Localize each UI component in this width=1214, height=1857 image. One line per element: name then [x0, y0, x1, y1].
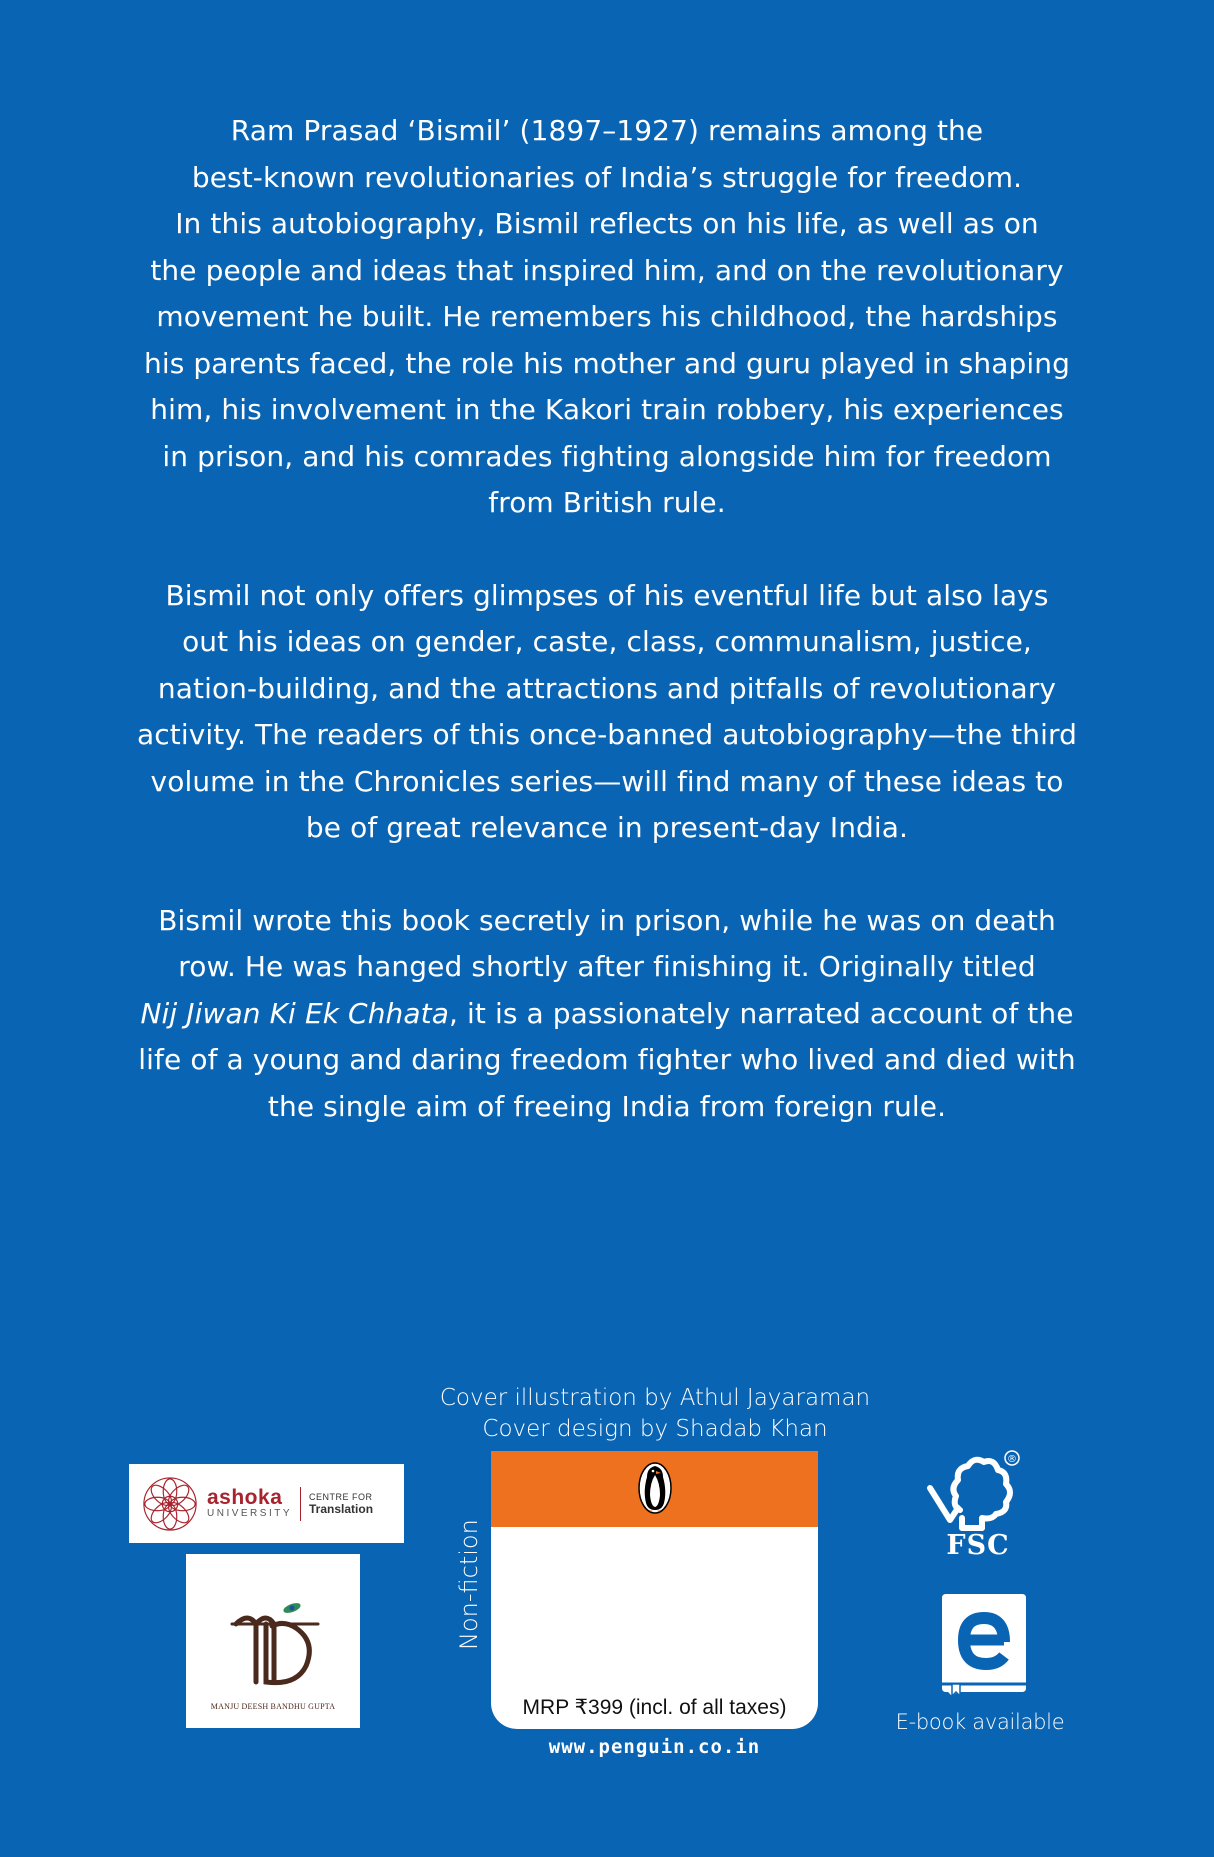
blurb-paragraph-3: Bismil wrote this book secretly in prison, while he was on death row. He was hanged shortly after finishing it. Originally titled Nij Jiwan Ki Ek Chhata, it is a passionately narrated account of the life of a young and daring freedom fighter who lived and died with the single aim of freeing India from foreign rule.	[110, 898, 1104, 1131]
penguin-orange-band	[491, 1451, 818, 1527]
md-monogram-logo-icon	[226, 1594, 326, 1694]
publisher-website: www.penguin.co.in	[548, 1736, 761, 1758]
ashoka-wordmark: ashoka UNIVERSITY	[207, 1486, 293, 1519]
ebook-icon	[936, 1592, 1028, 1696]
blurb-paragraph-2: Bismil not only offers glimpses of his eventful life but also lays out his ideas on gender, caste, class, communalism, justice, nation-building, and the attractions and pitfalls of revolutionary activity. The readers of this once-banned autobiography—the third volume in the Chronicles series—will find many of these ideas to be of great relevance in present-day India.	[137, 578, 1077, 844]
design-credit: Cover design by Shadab Khan	[482, 1416, 828, 1442]
fsc-label: FSC	[946, 1530, 1010, 1561]
illustration-credit: Cover illustration by Athul Jayaraman	[439, 1385, 871, 1411]
back-cover-blurb	[110, 108, 1104, 1176]
blurb-paragraph-1: Ram Prasad ‘Bismil’ (1897–1927) remains among the best-known revolutionaries of India’s struggle for freedom. In this autobiography, Bismil reflects on his life, as well as on the people and ideas that inspired him, and on the revolutionary movement he built. He remembers his childhood, the hardships his parents faced, the role his mother and guru played in shaping him, his involvement in the Kakori train robbery, his experiences in prison, and his comrades fighting alongside him for freedom from British rule.	[144, 114, 1070, 519]
penguin-price-panel	[491, 1451, 818, 1729]
mdbg-caption: MANJU DEESH BANDHU GUPTA	[210, 1702, 336, 1711]
price-label: MRP ₹399 (incl. of all taxes)	[522, 1696, 787, 1719]
mdbg-logo	[186, 1554, 360, 1728]
ashoka-university-logo	[129, 1464, 404, 1543]
ashoka-divider	[300, 1487, 301, 1521]
blurb-title-line: Nij Jiwan Ki Ek Chhata, it is a passionately narrated account of the	[140, 996, 1074, 1030]
original-title: Nij Jiwan Ki Ek Chhata	[140, 996, 449, 1030]
penguin-logo-icon	[637, 1461, 673, 1515]
cover-credits	[430, 1383, 880, 1445]
centre-for-translation: CENTRE FOR Translation	[309, 1491, 374, 1516]
ashoka-mandala-logo-icon	[141, 1475, 199, 1533]
ebook-available-label: E-book available	[895, 1710, 1065, 1734]
registered-mark: ®	[1007, 1454, 1017, 1465]
category-label: Non-fiction	[455, 1519, 483, 1650]
